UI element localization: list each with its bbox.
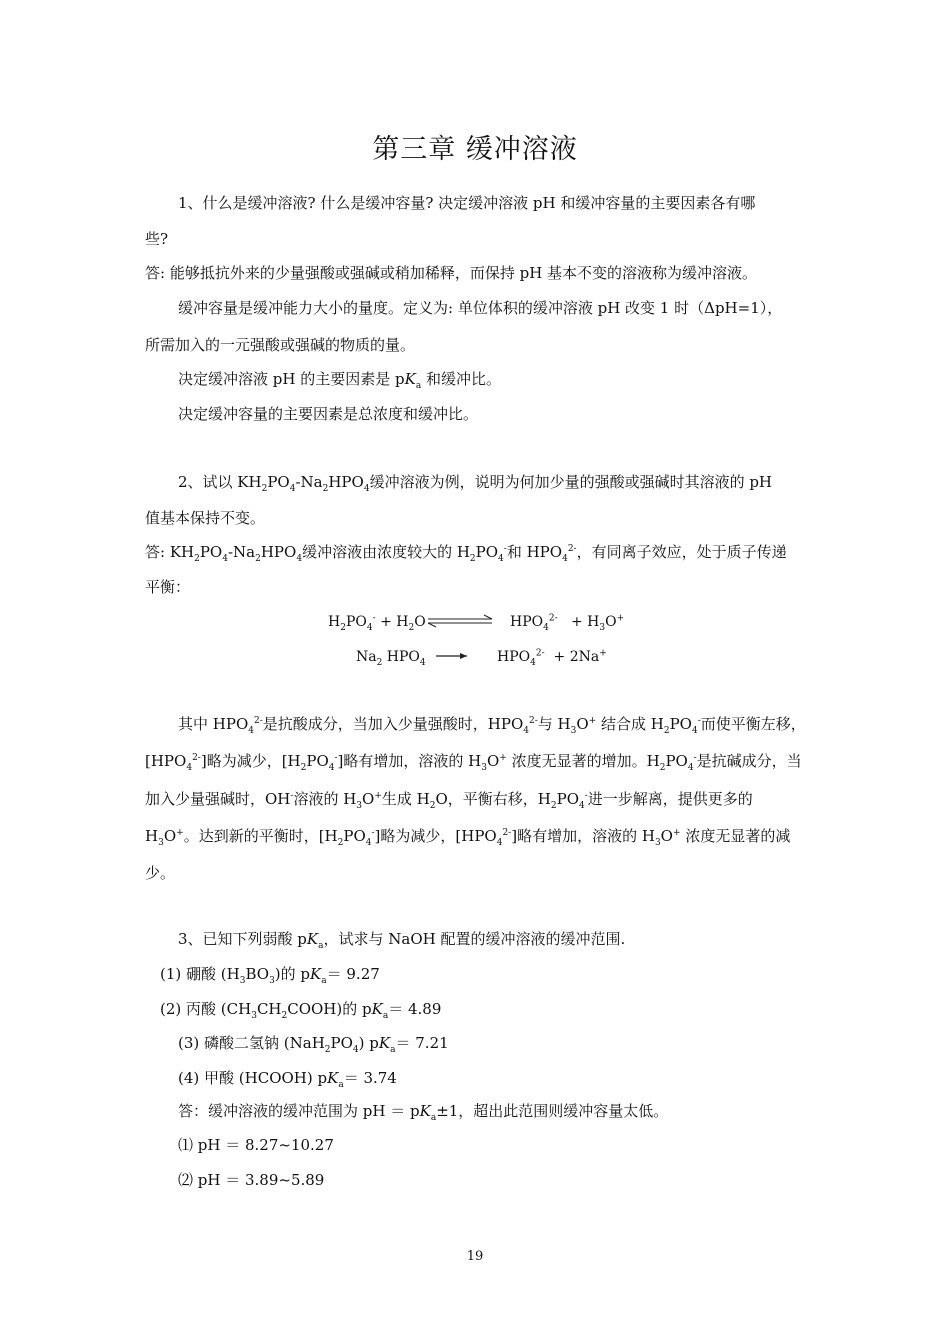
q2-explain-line5: 少。 [145, 864, 176, 882]
q3-question: 3、已知下列弱酸 $pK_a$，试求与 NaOH 配置的缓冲溶液的缓冲范围. [178, 930, 626, 951]
arrow-right-icon [435, 650, 469, 662]
q3-result-2: ⑵ pH ＝ 3.89~5.89 [178, 1171, 325, 1189]
q3-item-1: (1) 硼酸 $(H_3BO_3)$的 $pK_a= 9.27$ [160, 965, 380, 986]
q2-question-line2: 值基本保持不变。 [145, 509, 266, 527]
page-number: 19 [466, 1249, 484, 1264]
q2-explain-line4: $H_3O^+$。达到新的平衡时，$[H_2PO_4^-]$略为减少，$[HPO_4^{2-}]$略有增加，溶液的 $H_3O^+$ 浓度无显著的减 [145, 827, 791, 848]
equation-2-right: $HPO_4^{2-} + 2Na^+$ [497, 648, 607, 668]
q3-item-2: (2) 丙酸 $(CH_3CH_2COOH)$的 $pK_a= 4.89$ [160, 1000, 442, 1021]
q1-answer-line5: 决定缓冲容量的主要因素是总浓度和缓冲比。 [178, 405, 479, 423]
q2-explain-line2: $[HPO_4^{2-}]$略为减少，$[H_2PO_4^-]$略有增加，溶液的 $H_3O^+$ 浓度无显著的增加。$H_2PO_4^-$是抗碱成分，当 [145, 752, 802, 773]
q3-answer: 答：缓冲溶液的缓冲范围为 pH ＝ $pK_a\pm 1$，超出此范围则缓冲容量太低。 [178, 1102, 669, 1123]
q1-answer-line3: 所需加入的一元强酸或强碱的物质的量。 [145, 336, 416, 354]
equation-1-left: $H_2PO_4^- + H_2O$ [328, 613, 426, 633]
q2-answer-line2: 平衡： [145, 578, 191, 596]
equilibrium-arrow-icon [426, 614, 494, 628]
q1-answer-line2: 缓冲容量是缓冲能力大小的量度。定义为: 单位体积的缓冲溶液 pH 改变 1 时（ΔpH=1）， [178, 299, 783, 317]
q2-question-line1: 2、试以 $KH_2PO_4-Na_2HPO_4$缓冲溶液为例，说明为何加少量的强酸或强碱时其溶液的 pH [178, 473, 773, 494]
q2-explain-line3: 加入少量强碱时，OH-溶液的 $H_3O^+$生成 $H_2O$，平衡右移，$H_2PO_4^-$进一步解离，提供更多的 [145, 790, 753, 811]
q1-question-line2: 些? [145, 230, 169, 248]
page-title: 第三章 缓冲溶液 [372, 134, 578, 165]
q1-answer-line4: 决定缓冲溶液 pH 的主要因素是 $pK_a$ 和缓冲比。 [178, 370, 501, 391]
q3-item-4: (4) 甲酸 (HCOOH) $pK_a= 3.74$ [178, 1069, 397, 1090]
q3-item-3: (3) 磷酸二氢钠 $(NaH_2PO_4)$ $pK_a= 7.21$ [178, 1034, 449, 1055]
q2-explain-line1: 其中 $HPO_4^{2-}$是抗酸成分，当加入少量强酸时，$HPO_4^{2-}$与 $H_3O^+$ 结合成 $H_2PO_4^-$而使平衡左移， [178, 715, 806, 736]
q1-answer-line1: 答: 能够抵抗外来的少量强酸或强碱或稍加稀释，而保持 pH 基本不变的溶液称为缓冲溶液。 [145, 264, 758, 282]
q2-answer-line1: 答: $KH_2PO_4-Na_2HPO_4$缓冲溶液由浓度较大的 $H_2PO_4^-$和 $HPO_4^{2-}$，有同离子效应，处于质子传递 [145, 543, 787, 564]
q1-question-line1: 1、什么是缓冲溶液? 什么是缓冲容量? 决定缓冲溶液 pH 和缓冲容量的主要因素各有哪 [178, 194, 756, 212]
equation-2-left: $Na_2$ $HPO_4$ [356, 649, 426, 668]
equation-1-right: $HPO_4^{2-}$ + $H_3O^+$ [510, 613, 625, 633]
q3-result-1: ⑴ pH ＝ 8.27~10.27 [178, 1136, 334, 1154]
